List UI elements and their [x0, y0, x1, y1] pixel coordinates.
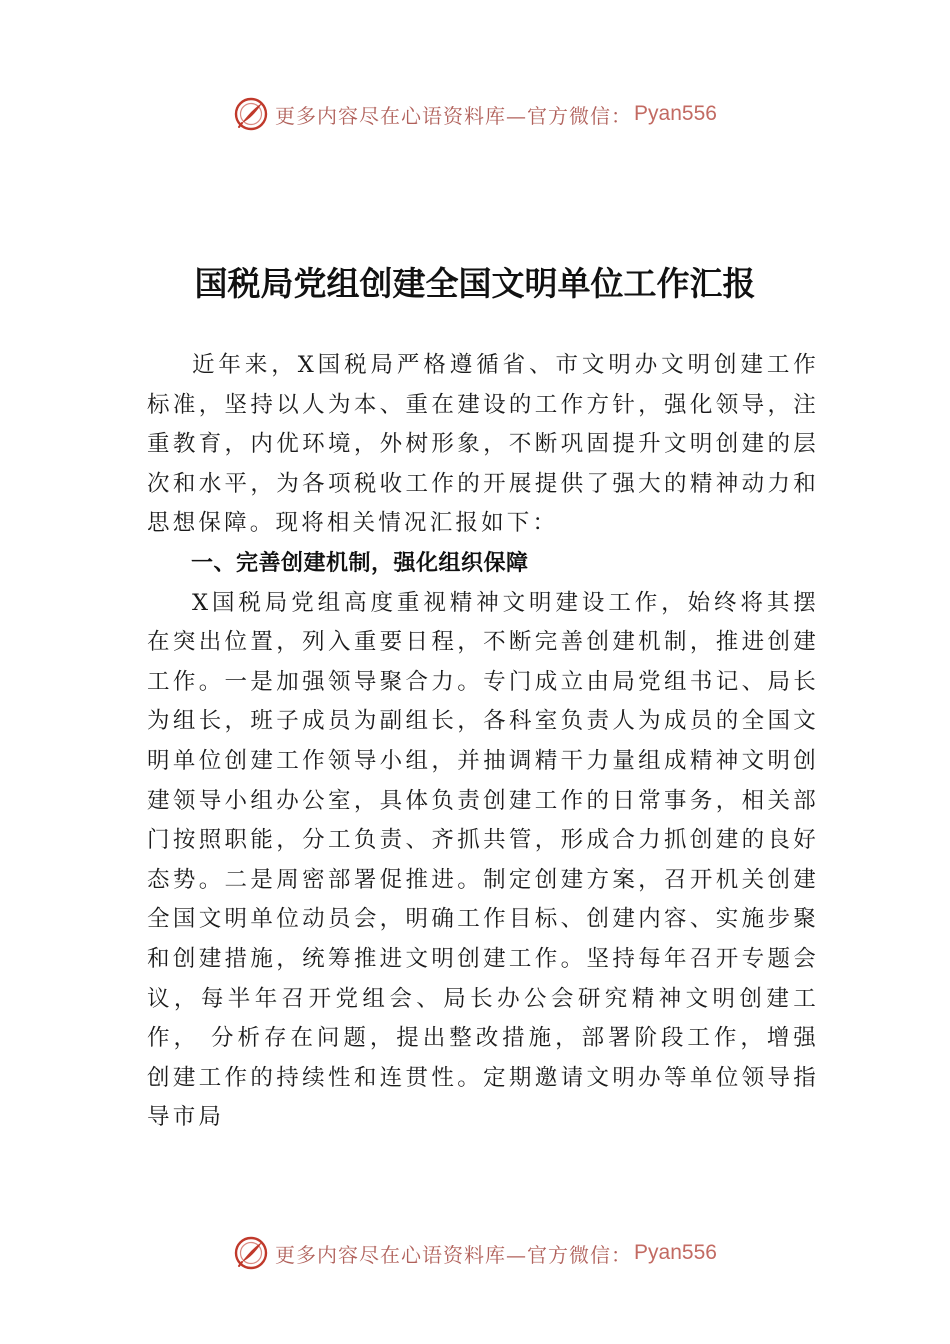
- wechat-id: Pyan556: [634, 1241, 717, 1264]
- banner-text: 更多内容尽在心语资料库—官方微信：: [275, 103, 633, 128]
- document-body: [147, 346, 819, 1138]
- banner-text: 更多内容尽在心语资料库—官方微信：: [275, 1242, 633, 1267]
- section-paragraph: X国税局党组高度重视精神文明建设工作，始终将其摆在突出位置，列入重要日程，不断完善创建机制，推进创建工作。一是加强领导聚合力。专门成立由局党组书记、局长为组长，班子成员为副组长，各科室负责人为成员的全国文明单位创建工作领导小组，并抽调精干力量组成精神文明创建领导小组办公室，具体负责创建工作的日常事务，相关部门按照职能，分工负责、齐抓共管，形成合力抓创建的良好态势。二是周密部署促推进。制定创建方案，召开机关创建全国文明单位动员会，明确工作目标、创建内容、实施步聚和创建措施，统筹推进文明创建工作。坚持每年召开专题会议，每半年召开党组会、局长办公会研究精神文明创建工作， 分析存在问题，提出整改措施，部署阶段工作，增强创建工作的持续性和连贯性。定期邀请文明办等单位领导指导市局: [147, 589, 819, 1131]
- wechat-id: Pyan556: [634, 102, 717, 125]
- feather-pen-icon: [233, 1235, 269, 1271]
- section-heading: 一、完善创建机制，强化组织保障: [191, 550, 529, 576]
- document-title: 国税局党组创建全国文明单位工作汇报: [194, 264, 756, 303]
- feather-pen-icon: [233, 96, 269, 132]
- footer-banner: [0, 1231, 950, 1275]
- intro-paragraph: 近年来，X国税局严格遵循省、市文明办文明创建工作标准，坚持以人为本、重在建设的工作方针，强化领导，注重教育，内优环境，外树形象，不断巩固提升文明创建的层次和水平，为各项税收工作的开展提供了强大的精神动力和思想保障。现将相关情况汇报如下：: [147, 352, 819, 537]
- header-banner: [0, 92, 950, 136]
